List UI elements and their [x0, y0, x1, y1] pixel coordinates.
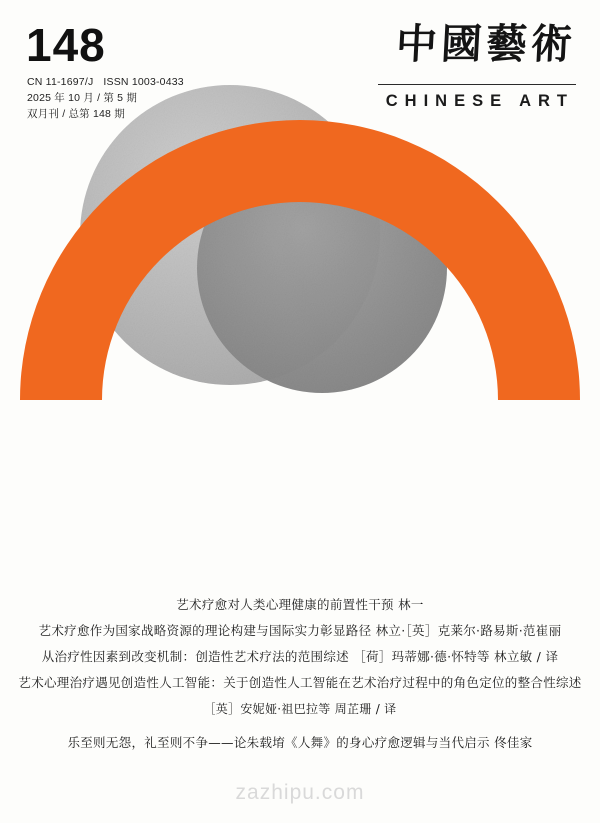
title-divider: [378, 84, 576, 85]
cn-code: CN 11-1697/J: [27, 76, 94, 88]
magazine-title-english: CHINESE ART: [385, 92, 574, 110]
contents-item: ［英］安妮娅·祖巴拉等 周芷珊 / 译: [203, 702, 397, 716]
masthead-meta: [27, 74, 184, 122]
issue-date: 2025 年 10 月 / 第 5 期: [27, 92, 138, 104]
contents-list: [0, 592, 600, 756]
contents-item: 艺术疗愈对人类心理健康的前置性干预 林一: [176, 597, 424, 612]
issn-code: ISSN 1003-0433: [103, 76, 184, 88]
magazine-title-chinese: 中國藝術: [394, 20, 578, 68]
issue-frequency: 双月刊 / 总第 148 期: [27, 108, 125, 120]
contents-item: 艺术疗愈作为国家战略资源的理论构建与国际实力彰显路径 林立·［英］克莱尔·路易斯·范崔丽: [38, 623, 562, 638]
contents-item: 艺术心理治疗遇见创造性人工智能：关于创造性人工智能在艺术治疗过程中的角色定位的整合性综述: [18, 675, 582, 690]
contents-item: 从治疗性因素到改变机制：创造性艺术疗法的范围综述 ［荷］玛蒂娜·德·怀特等 林立敏 / 译: [41, 649, 559, 664]
watermark: zazhipu.com: [235, 781, 365, 804]
contents-item: 乐至则无怨，礼至则不争——论朱载堉《人舞》的身心疗愈逻辑与当代启示 佟佳家: [67, 735, 533, 750]
issue-number: 148: [26, 19, 106, 71]
contents-spacer: [0, 722, 600, 730]
